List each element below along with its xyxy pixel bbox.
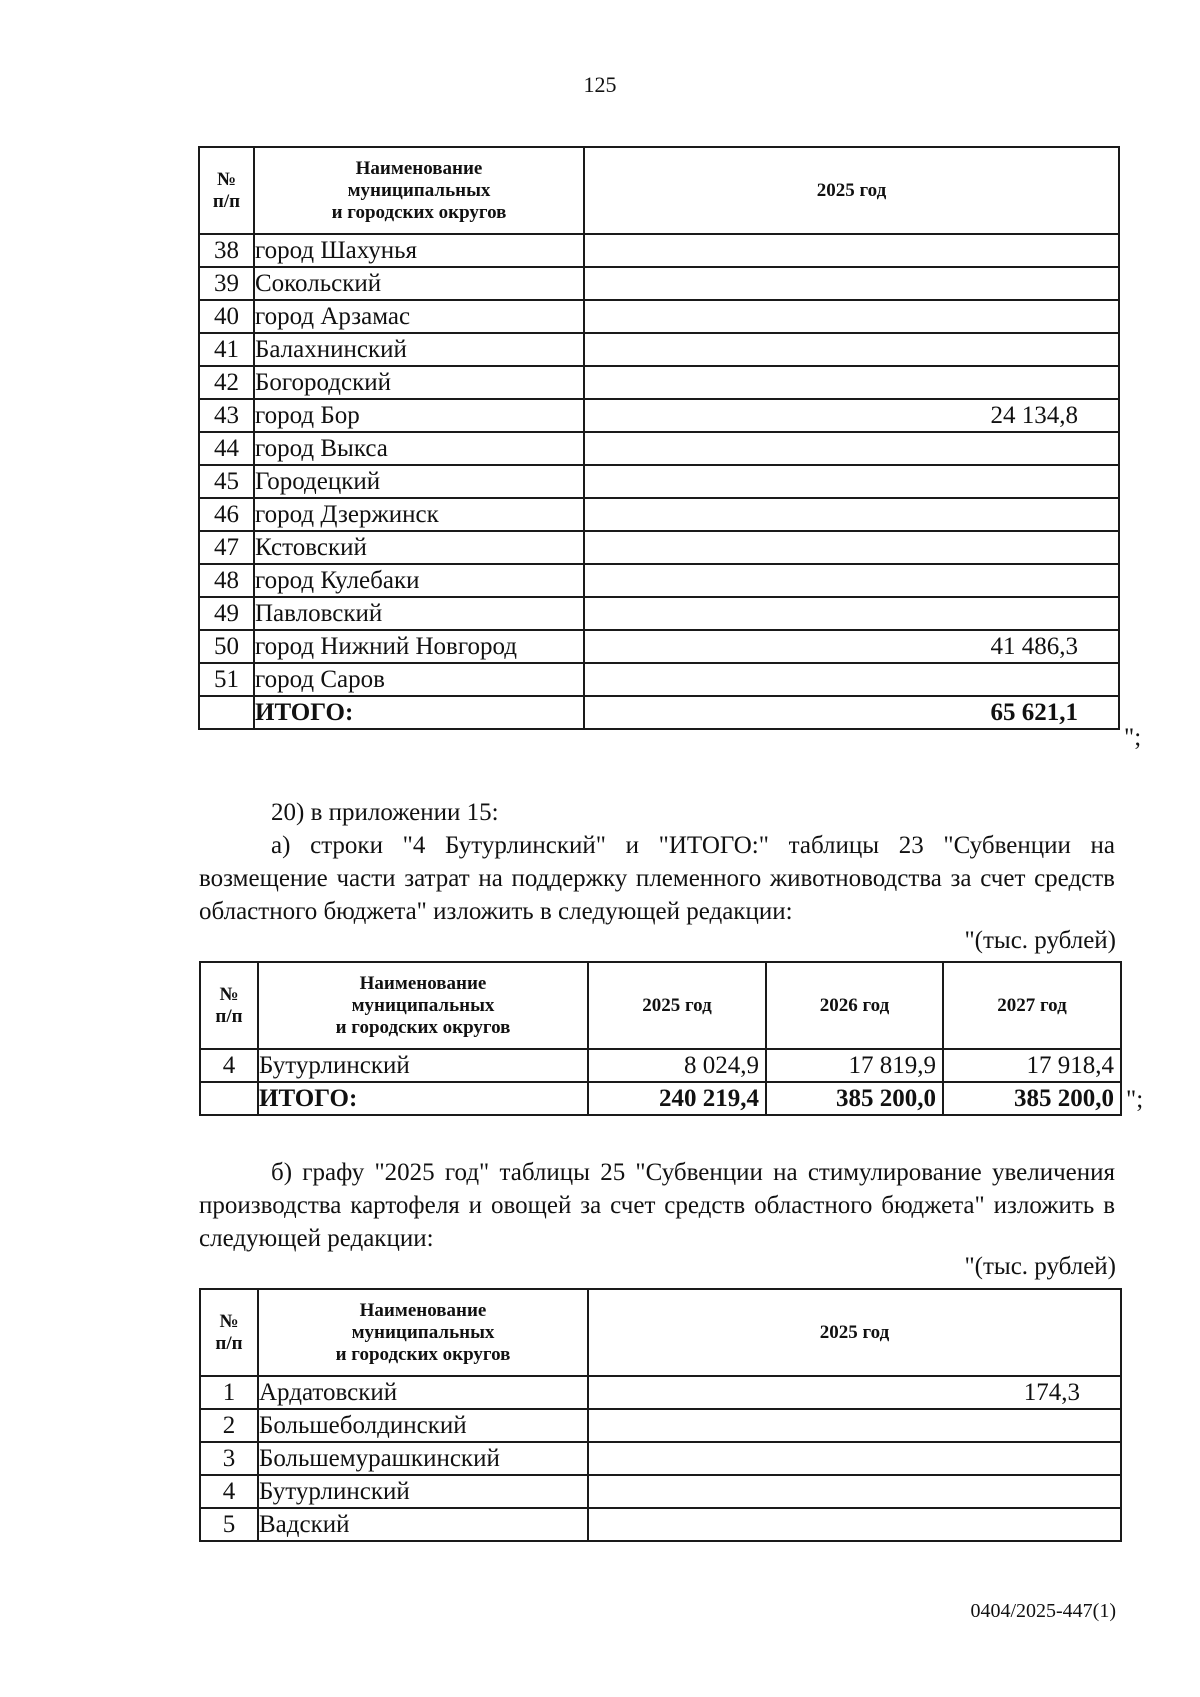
row-num: 51 [199, 663, 254, 696]
section-a-paragraph: а) строки "4 Бутурлинский" и "ИТОГО:" таблицы 23 "Субвенции на возмещение части затрат на поддержку племенного животноводства за счет средств областного бюджета" изложить в следующей редакции: [199, 832, 1115, 925]
header-num: № п/п [200, 1289, 258, 1376]
table-row [199, 333, 1119, 366]
row-name: Павловский [254, 597, 584, 630]
table-row [199, 300, 1119, 333]
table-row [199, 465, 1119, 498]
header-name: Наименование муниципальных и городских округов [258, 962, 588, 1049]
table-row [200, 1409, 1121, 1442]
total-num-cell [199, 696, 254, 729]
header-2026: 2026 год [766, 962, 943, 1049]
table-row [199, 531, 1119, 564]
total-value: 65 621,1 [584, 696, 1119, 729]
section-b-paragraph: б) графу "2025 год" таблицы 25 "Субвенции на стимулирование увеличения производства картофеля и овощей за счет средств областного бюджета" изложить в следующей редакции: [199, 1159, 1115, 1252]
row-value-2027: 17 918,4 [943, 1049, 1121, 1082]
table-row [200, 1475, 1121, 1508]
row-name: город Арзамас [254, 300, 584, 333]
row-name: город Выкса [254, 432, 584, 465]
row-value-2025 [584, 366, 1119, 399]
row-num: 49 [199, 597, 254, 630]
unit-label-1: "(тыс. рублей) [964, 927, 1116, 954]
table-row [199, 597, 1119, 630]
total-label: ИТОГО: [254, 696, 584, 729]
row-value-2025: 24 134,8 [584, 399, 1119, 432]
row-name: город Саров [254, 663, 584, 696]
row-num: 43 [199, 399, 254, 432]
page-number: 125 [583, 72, 617, 97]
total-value-2027: 385 200,0 [943, 1082, 1121, 1115]
row-value-2025 [584, 498, 1119, 531]
row-name: Большемурашкинский [258, 1442, 588, 1475]
header-num: № п/п [199, 147, 254, 234]
header-2025: 2025 год [584, 147, 1119, 234]
row-value-2025: 8 024,9 [588, 1049, 766, 1082]
table-row [200, 1442, 1121, 1475]
row-value-2025 [584, 267, 1119, 300]
table-row [199, 267, 1119, 300]
row-num: 5 [200, 1508, 258, 1541]
row-num: 3 [200, 1442, 258, 1475]
row-value-2025: 174,3 [588, 1376, 1121, 1409]
row-value-2025 [584, 564, 1119, 597]
table-row [199, 663, 1119, 696]
table-row [199, 366, 1119, 399]
row-value-2025 [584, 300, 1119, 333]
table-1 [198, 146, 1120, 730]
row-value-2025: 41 486,3 [584, 630, 1119, 663]
table-row [200, 1049, 1121, 1082]
total-value-2026: 385 200,0 [766, 1082, 943, 1115]
row-name: Кстовский [254, 531, 584, 564]
unit-label-2: "(тыс. рублей) [964, 1253, 1116, 1280]
row-name: Богородский [254, 366, 584, 399]
table-row [199, 432, 1119, 465]
total-label: ИТОГО: [258, 1082, 588, 1115]
row-value-2025 [584, 333, 1119, 366]
row-name: город Бор [254, 399, 584, 432]
table-row [200, 1376, 1121, 1409]
row-value-2025 [588, 1442, 1121, 1475]
row-value-2025 [584, 432, 1119, 465]
quote-close-1: "; [1124, 724, 1142, 751]
header-num: № п/п [200, 962, 258, 1049]
header-name: Наименование муниципальных и городских округов [258, 1289, 588, 1376]
row-num: 1 [200, 1376, 258, 1409]
row-name: Городецкий [254, 465, 584, 498]
row-num: 39 [199, 267, 254, 300]
row-num: 46 [199, 498, 254, 531]
row-num: 45 [199, 465, 254, 498]
document-code: 0404/2025-447(1) [970, 1600, 1116, 1622]
total-num-cell [200, 1082, 258, 1115]
row-name: Балахнинский [254, 333, 584, 366]
section-20-heading: 20) в приложении 15: [271, 799, 499, 826]
table-row [199, 630, 1119, 663]
row-num: 2 [200, 1409, 258, 1442]
row-value-2025 [584, 663, 1119, 696]
row-num: 4 [200, 1049, 258, 1082]
row-value-2025 [584, 234, 1119, 267]
row-name: Вадский [258, 1508, 588, 1541]
row-num: 4 [200, 1475, 258, 1508]
row-value-2025 [584, 531, 1119, 564]
row-num: 41 [199, 333, 254, 366]
header-2025: 2025 год [588, 962, 766, 1049]
row-value-2026: 17 819,9 [766, 1049, 943, 1082]
row-name: Бутурлинский [258, 1049, 588, 1082]
total-row [200, 1082, 1121, 1115]
row-name: Большеболдинский [258, 1409, 588, 1442]
table-row [199, 498, 1119, 531]
table-row [199, 399, 1119, 432]
row-name: город Нижний Новгород [254, 630, 584, 663]
row-value-2025 [588, 1475, 1121, 1508]
row-name: город Шахунья [254, 234, 584, 267]
row-name: город Кулебаки [254, 564, 584, 597]
table-row [199, 234, 1119, 267]
row-num: 38 [199, 234, 254, 267]
row-name: Бутурлинский [258, 1475, 588, 1508]
row-num: 42 [199, 366, 254, 399]
row-value-2025 [588, 1409, 1121, 1442]
row-name: город Дзержинск [254, 498, 584, 531]
table-3 [199, 1288, 1122, 1542]
header-2025: 2025 год [588, 1289, 1121, 1376]
row-num: 44 [199, 432, 254, 465]
row-num: 48 [199, 564, 254, 597]
table-row [200, 1508, 1121, 1541]
row-name: Сокольский [254, 267, 584, 300]
row-num: 40 [199, 300, 254, 333]
header-name: Наименование муниципальных и городских округов [254, 147, 584, 234]
table-2 [199, 961, 1122, 1116]
row-num: 50 [199, 630, 254, 663]
total-value-2025: 240 219,4 [588, 1082, 766, 1115]
row-num: 47 [199, 531, 254, 564]
total-row [199, 696, 1119, 729]
table-row [199, 564, 1119, 597]
row-value-2025 [588, 1508, 1121, 1541]
quote-close-2: "; [1126, 1086, 1144, 1113]
row-name: Ардатовский [258, 1376, 588, 1409]
row-value-2025 [584, 597, 1119, 630]
row-value-2025 [584, 465, 1119, 498]
header-2027: 2027 год [943, 962, 1121, 1049]
